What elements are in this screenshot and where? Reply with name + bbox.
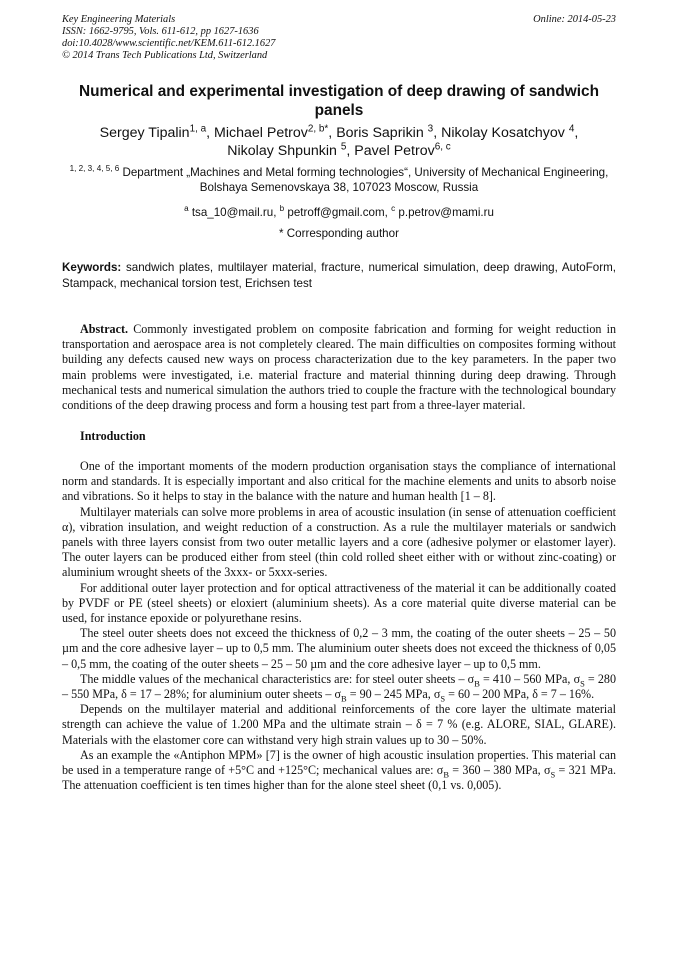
section-heading-introduction: Introduction	[80, 429, 146, 443]
journal-header	[62, 14, 616, 62]
paragraph-antiphon: As an example the «Antiphon MPM» [7] is the owner of high acoustic insulation properties. This material can be used in a temperature range of +5°C and +125°C; mechanical values are: $\sigma_B = 360 - 380$ MPa, $\sigma_S = 321$ MPa. The attenuation coefficient is ten times higher than for the alone steel sheet (0,1 vs. 0,005).	[62, 747, 616, 793]
author: Boris Saprikin $^3$,	[336, 123, 442, 141]
abstract	[62, 322, 616, 413]
email-entry: $^a$ tsa_10@mail.ru,	[184, 204, 280, 219]
paragraph: Multilayer materials can solve more problems in area of acoustic insulation (in sense of attenuation coefficient α), vibration insulation, and weight reduction of a construction. As a rule the multilayer materials or sandwich panels with three layers consist from two outer metallic layers and a core (adhesive polymer or elastomer layer). The outer layers can be produced either from steel (thin cold rolled sheet either with or without zinc-coating) or aluminium wrought sheets of the 3xxx- or 5xxx-series.	[62, 504, 616, 580]
abstract-text: Commonly investigated problem on composite fabrication and forming for weight reduction in transportation and aerospace area is not completely cleared. The main difficulties on composites forming without building any defects caused new ways on process characterization due to the key parameters. In the paper two main problems were investigated, i.e. material fracture and material thinning during deep drawing. Through mechanical tests and numerical simulation the authors tried to couple the fracture with the technological boundary conditions of the deep drawing process and form a housing test part from a three-layer material.	[62, 322, 616, 413]
author: Sergey Tipalin$^{1, a}$,	[99, 123, 215, 141]
paragraph: For additional outer layer protection and for optical attractiveness of the material it can be additionally coated by PVDF or PE (steel sheets) or eloxiert (aluminium sheets). As a core material quite diverse material can be used, for instance epoxide or polyurethane resins.	[62, 580, 616, 626]
affiliation-marks: 1, 2, 3, 4, 5, 6	[69, 164, 120, 174]
keywords	[62, 260, 616, 291]
doi-line: doi:10.4028/www.scientific.net/KEM.611-612.1627	[62, 38, 276, 49]
author-list	[62, 124, 616, 160]
author: Nikolay Shpunkin $^5$,	[227, 141, 355, 159]
online-date: Online: 2014-05-23	[533, 14, 616, 25]
email-entry: $^b$ petroff@gmail.com,	[279, 204, 392, 219]
affiliation-text: Department „Machines and Metal forming technologies“, University of Mechanical Engineering, Bolshaya Semenovskaya 38, 107023 Moscow, Russia	[122, 166, 609, 194]
abstract-label: Abstract.	[80, 322, 129, 336]
affiliation	[62, 165, 616, 195]
paragraph: The steel outer sheets does not exceed the thickness of 0,2 – 3 mm, the coating of the outer sheets – 25 – 50 µm and the core adhesive layer – up to 0,5 mm. The aluminium outer sheets does not exceed the thickness of 0,05 – 0,5 mm, the coating of the outer sheets – 25 – 50 µm and the core adhesive layer – up to 0,5 mm.	[62, 626, 616, 671]
author: Michael Petrov$^{2, b*}$,	[214, 123, 337, 141]
keywords-label: Keywords:	[62, 261, 122, 274]
author: Pavel Petrov$^{6, c}$	[354, 141, 451, 159]
paragraph: Depends on the multilayer material and additional reinforcements of the core layer the ultimate material strength can achieve the value of 1.200 MPa and the ultimate strain – δ = 7 % (e.g. ALORE, SIAL, GLARE). Materials with the elastomer core can withstand very high strain values up to 30 – 50%.	[62, 702, 616, 747]
author: Nikolay Kosatchyov $^4$,	[441, 123, 579, 141]
paper-title: Numerical and experimental investigation of deep drawing of sandwich panels	[79, 83, 599, 119]
journal-name: Key Engineering Materials	[62, 14, 176, 25]
issn-line: ISSN: 1662-9795, Vols. 611-612, pp 1627-1636	[62, 26, 259, 37]
paragraph: One of the important moments of the modern production organisation stays the compliance of international norm and standards. It is especially important and also critical for the machine elements and units to absorb noise and vibrations. So it helps to stay in the balance with the nature and human health [1 – 8].	[62, 459, 616, 504]
author-emails	[62, 205, 616, 220]
paragraph-mechanical-values: The middle values of the mechanical characteristics are: for steel outer sheets – $\sigma_B = 410 - 560$ MPa, $\sigma_S = 280 - 550$ MPa, δ = 17 – 28%; for aluminium outer sheets – $\sigma_B = 90 - 245$ MPa, $\sigma_S = 60 - 200$ MPa, δ = 7 – 16%.	[62, 671, 616, 704]
email-entry: $^c$ p.petrov@mami.ru	[391, 204, 494, 219]
introduction-body	[62, 459, 616, 793]
copyright-line: © 2014 Trans Tech Publications Ltd, Switzerland	[62, 50, 268, 61]
keywords-text: sandwich plates, multilayer material, fracture, numerical simulation, deep drawing, AutoForm, Stampack, mechanical torsion test, Erichsen test	[62, 261, 616, 290]
corresponding-author-note: * Corresponding author	[279, 227, 399, 240]
